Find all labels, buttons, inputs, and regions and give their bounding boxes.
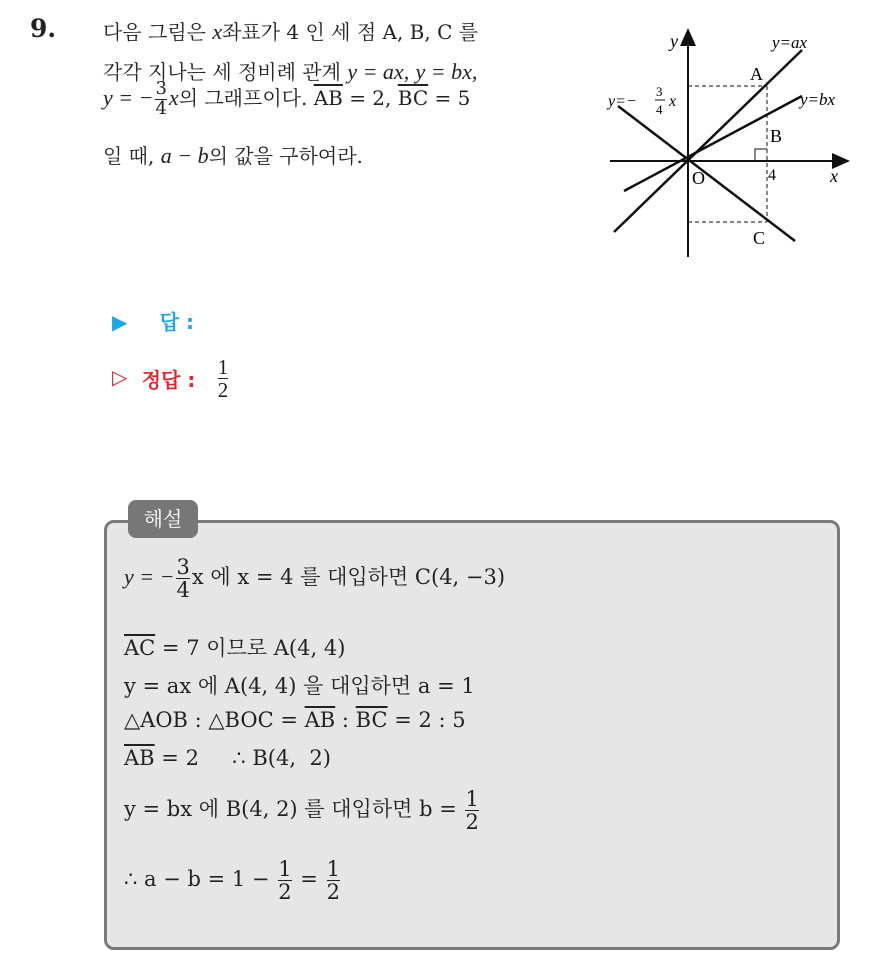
question-line-2: 각각 지나는 세 정비례 관계 y = ax, y = bx, [103, 59, 478, 84]
point-b-label: B [770, 126, 783, 146]
label-y-neg: y=− [608, 93, 637, 110]
question-line-4: 일 때, a − b의 값을 구하여라. [103, 143, 363, 168]
play-outline-icon: ▷ [112, 365, 128, 390]
graph-figure [600, 20, 860, 265]
point-c-label: C [753, 228, 766, 248]
y-axis-label: y [670, 31, 678, 51]
svg-text:x: x [669, 93, 677, 110]
point-a-label: A [750, 64, 763, 84]
solution-line-3: y = ax 에 A(4, 4) 을 대입하면 a = 1 [124, 674, 475, 698]
solution-tab: 해설 [128, 500, 198, 538]
play-icon: ▶ [112, 310, 128, 334]
solution-line-4: △AOB : △BOC = $\overline{AB}$ : $\overline{BC} = 2$ : 5 [124, 708, 466, 732]
solution-line-6: y = bx 에 B(4, 2) 를 대입하면 b = $\frac{1}{2}$ [124, 787, 479, 835]
svg-text:4: 4 [656, 102, 663, 117]
question-line-1: 다음 그림은 x좌표가 4 인 세 점 A, B, C 를 [103, 19, 479, 44]
question-line-3: y = − $\frac{3}{4}$ x의 그래프이다. $\overline{AB} = 2$, $\overline{BC} = 5$ [103, 78, 471, 119]
correct-answer-label: 정답 : [141, 368, 196, 393]
solution-line-5: $\overline{AB} = 2$ ∴ B(4, 2) [124, 746, 331, 770]
correct-answer-row [112, 356, 230, 401]
label-y-ax: y=ax [772, 33, 808, 52]
svg-text:3: 3 [656, 84, 663, 99]
origin-label: O [692, 168, 705, 188]
label-y-bx: y=bx [800, 90, 836, 109]
solution-line-7: ∴ a − b = 1 − $\frac{1}{2}$ = $\frac{1}{2}$ [124, 857, 340, 905]
correct-answer-value: $\frac{1}{2}$ [217, 355, 229, 403]
question-number: 9. [30, 14, 57, 43]
solution-line-2: $\overline{AC} = 7$ 이므로 A(4, 4) [124, 636, 346, 660]
fraction-three-quarters: $\frac{3}{4}$ [155, 78, 167, 119]
answer-label: 답 : [159, 310, 195, 334]
segment-ab: $\overline{AB}$ [313, 85, 343, 110]
answer-row [112, 306, 194, 335]
solution-line-1: y = − $\frac{3}{4}$ x 에 x = 4 를 대입하면 C(4, −3) [124, 555, 506, 603]
tick-4-label: 4 [768, 167, 776, 184]
segment-bc: $\overline{BC}$ [397, 85, 429, 110]
x-axis-label: x [830, 166, 838, 186]
